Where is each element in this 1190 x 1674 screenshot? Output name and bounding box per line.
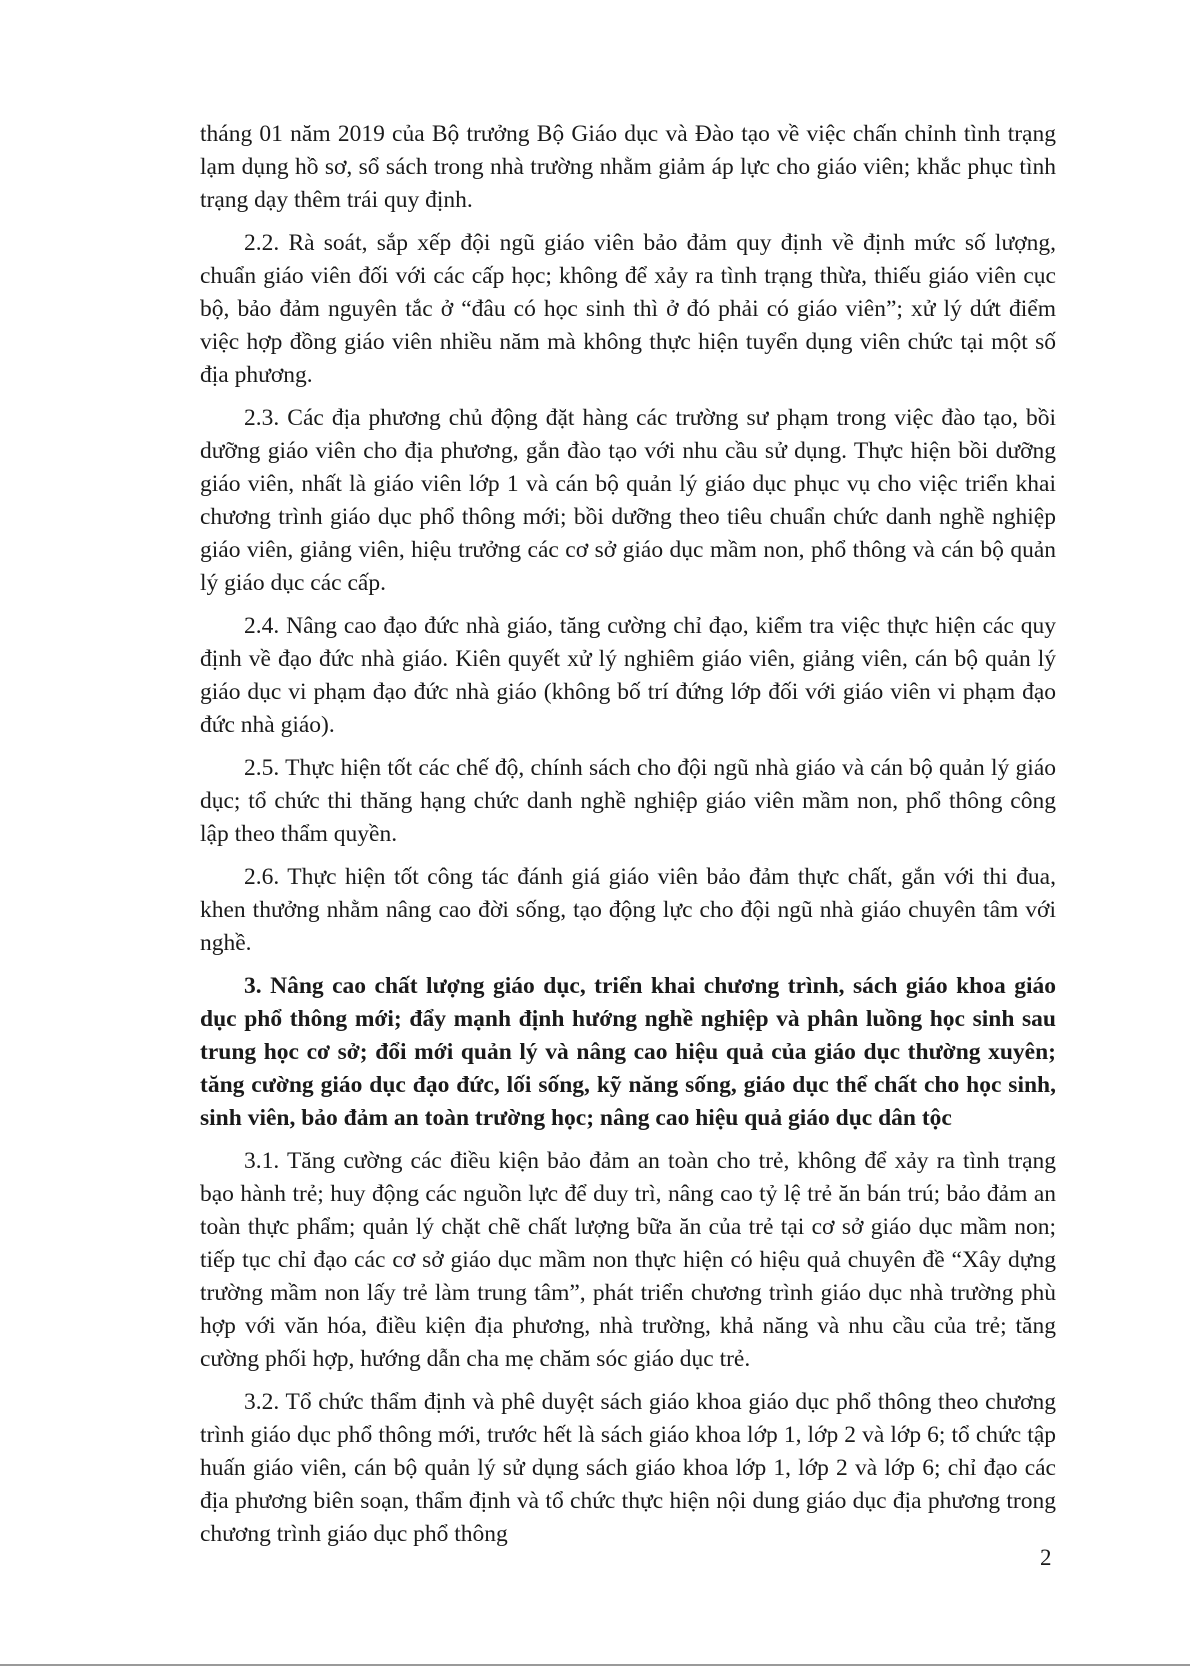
paragraph-continuation: tháng 01 năm 2019 của Bộ trưởng Bộ Giáo dục và Đào tạo về việc chấn chỉnh tình trạng lạm dụng hồ sơ, sổ sách trong nhà trường nhằm giảm áp lực cho giáo viên; khắc phục tình trạng dạy thêm trái quy định. bbox=[200, 121, 1056, 213]
paragraph-2-2: 2.2. Rà soát, sắp xếp đội ngũ giáo viên bảo đảm quy định về định mức số lượng, chuẩn giáo viên đối với các cấp học; không để xảy ra tình trạng thừa, thiếu giáo viên cục bộ, bảo đảm nguyên tắc ở “đâu có học sinh thì ở đó phải có giáo viên”; xử lý dứt điểm việc hợp đồng giáo viên nhiều năm mà không thực hiện tuyển dụng viên chức tại một số địa phương. bbox=[200, 230, 1056, 388]
page-number: 2 bbox=[1040, 1545, 1052, 1570]
document-page bbox=[200, 118, 1056, 1561]
paragraph-3-1: 3.1. Tăng cường các điều kiện bảo đảm an toàn cho trẻ, không để xảy ra tình trạng bạo hành trẻ; huy động các nguồn lực để duy trì, nâng cao tỷ lệ trẻ ăn bán trú; bảo đảm an toàn thực phẩm; quản lý chặt chẽ chất lượng bữa ăn của trẻ tại cơ sở giáo dục mầm non; tiếp tục chỉ đạo các cơ sở giáo dục mầm non thực hiện có hiệu quả chuyên đề “Xây dựng trường mầm non lấy trẻ làm trung tâm”, phát triển chương trình giáo dục nhà trường phù hợp với văn hóa, điều kiện địa phương, nhà trường, khả năng và nhu cầu của trẻ; tăng cường phối hợp, hướng dẫn cha mẹ chăm sóc giáo dục trẻ. bbox=[200, 1148, 1056, 1372]
paragraph-2-5: 2.5. Thực hiện tốt các chế độ, chính sách cho đội ngũ nhà giáo và cán bộ quản lý giáo dục; tổ chức thi thăng hạng chức danh nghề nghiệp giáo viên mầm non, phổ thông công lập theo thẩm quyền. bbox=[200, 755, 1056, 847]
section-heading-3: 3. Nâng cao chất lượng giáo dục, triển khai chương trình, sách giáo khoa giáo dục phổ thông mới; đẩy mạnh định hướng nghề nghiệp và phân luồng học sinh sau trung học cơ sở; đổi mới quản lý và nâng cao hiệu quả của giáo dục thường xuyên; tăng cường giáo dục đạo đức, lối sống, kỹ năng sống, giáo dục thể chất cho học sinh, sinh viên, bảo đảm an toàn trường học; nâng cao hiệu quả giáo dục dân tộc bbox=[200, 973, 1056, 1131]
paragraph-3-2: 3.2. Tổ chức thẩm định và phê duyệt sách giáo khoa giáo dục phổ thông theo chương trình giáo dục phổ thông mới, trước hết là sách giáo khoa lớp 1, lớp 2 và lớp 6; tổ chức tập huấn giáo viên, cán bộ quản lý sử dụng sách giáo khoa lớp 1, lớp 2 và lớp 6; chỉ đạo các địa phương biên soạn, thẩm định và tổ chức thực hiện nội dung giáo dục địa phương trong chương trình giáo dục phổ thông bbox=[200, 1389, 1056, 1547]
bottom-rule bbox=[0, 1664, 1190, 1666]
paragraph-2-3: 2.3. Các địa phương chủ động đặt hàng các trường sư phạm trong việc đào tạo, bồi dưỡng giáo viên cho địa phương, gắn đào tạo với nhu cầu sử dụng. Thực hiện bồi dưỡng giáo viên, nhất là giáo viên lớp 1 và cán bộ quản lý giáo dục phục vụ cho việc triển khai chương trình giáo dục phổ thông mới; bồi dưỡng theo tiêu chuẩn chức danh nghề nghiệp giáo viên, giảng viên, hiệu trưởng các cơ sở giáo dục mầm non, phổ thông và cán bộ quản lý giáo dục các cấp. bbox=[200, 405, 1056, 596]
paragraph-2-4: 2.4. Nâng cao đạo đức nhà giáo, tăng cường chỉ đạo, kiểm tra việc thực hiện các quy định về đạo đức nhà giáo. Kiên quyết xử lý nghiêm giáo viên, giảng viên, cán bộ quản lý giáo dục vi phạm đạo đức nhà giáo (không bố trí đứng lớp đối với giáo viên vi phạm đạo đức nhà giáo). bbox=[200, 613, 1056, 738]
paragraph-2-6: 2.6. Thực hiện tốt công tác đánh giá giáo viên bảo đảm thực chất, gắn với thi đua, khen thưởng nhằm nâng cao đời sống, tạo động lực cho đội ngũ nhà giáo chuyên tâm với nghề. bbox=[200, 864, 1056, 956]
